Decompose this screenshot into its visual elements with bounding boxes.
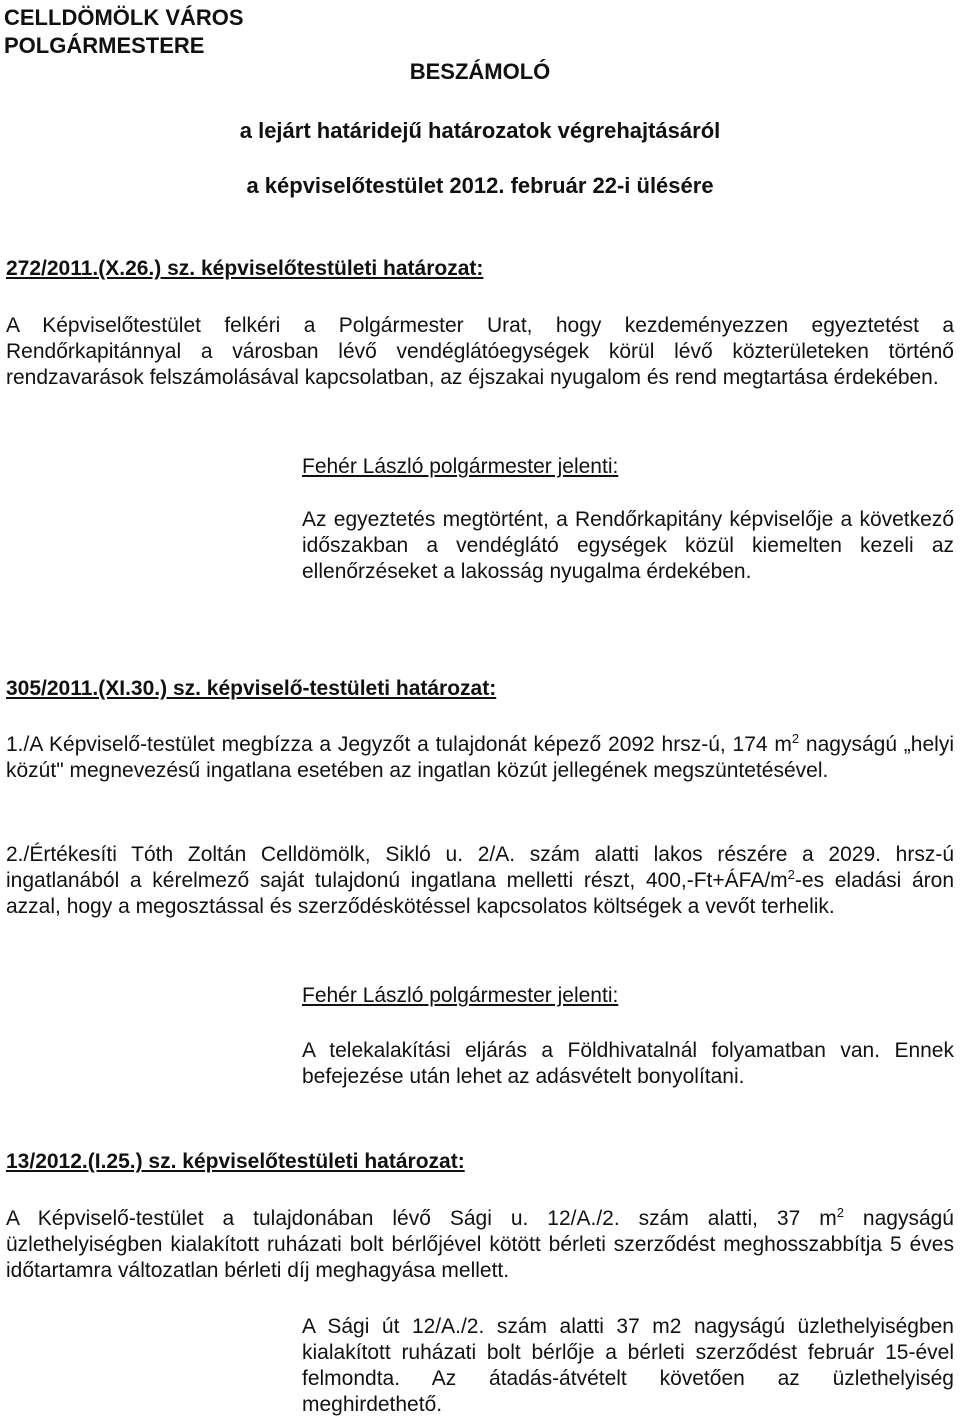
resolution-3-text-b: nagyságú üzlethelyiségben kialakított ruházati bolt bérlőjével kötött bérleti szerződést meghosszabbítja 5 éves időtartamra változatlan bérleti díj meghagyása mellett.	[6, 1207, 954, 1282]
resolution-3-text-a: A Képviselő-testület a tulajdonában lévő Sági u. 12/A./2. szám alatti, 37 m	[6, 1207, 837, 1230]
resolution-2-point-1-a: 1./A Képviselő-testület megbízza a Jegyzőt a tulajdonát képező 2092 hrsz-ú, 174 m	[6, 733, 792, 756]
document-subtitle-1: a lejárt határidejű határozatok végrehajtásáról	[239, 118, 721, 143]
superscript-2: 2	[836, 1205, 844, 1220]
resolution-2-report-title: Fehér László polgármester jelenti:	[302, 984, 619, 1007]
resolution-3-reference: 13/2012.(I.25.) sz. képviselőtestületi határozat:	[6, 1150, 465, 1173]
resolution-3-report: A Sági út 12/A./2. szám alatti 37 m2 nagyságú üzlethelyiségben kialakított ruházati bolt bérlője a bérleti szerződést február 15-ével felmondta. Az átadás-átvételt követően az üzlethelyiség meghirdethető.	[302, 1315, 954, 1416]
document-subtitle-2: a képviselőtestület 2012. február 22-i ülésére	[246, 173, 714, 198]
resolution-1-reference: 272/2011.(X.26.) sz. képviselőtestületi határozat:	[6, 257, 484, 280]
resolution-2-point-2-a: 2./Értékesíti Tóth Zoltán Celldömölk, Sikló u. 2/A. szám alatti lakos részére a 2029. hrsz-ú ingatlanából a kérelmező saját tulajdonú ingatlana melletti részt, 400,-Ft+ÁFA/m	[6, 843, 954, 892]
resolution-1-report: Az egyeztetés megtörtént, a Rendőrkapitány képviselője a következő időszakban a vendéglátó egységek közül kiemelten kezeli az ellenőrzéseket a lakosság nyugalma érdekében.	[302, 508, 954, 583]
resolution-1-text: A Képviselőtestület felkéri a Polgármester Urat, hogy kezdeményezzen egyeztetést a Rendőrkapitánnyal a városban lévő vendéglátóegységek körül lévő közterületeken történő rendzavarások felszámolásával kapcsolatban, az éjszakai nyugalom és rend megtartása érdekében.	[6, 314, 954, 389]
superscript-2: 2	[791, 731, 800, 746]
resolution-2-report: A telekalakítási eljárás a Földhivatalnál folyamatban van. Ennek befejezése után lehet az adásvételt bonyolítani.	[302, 1039, 954, 1088]
issuer-line-city: CELLDÖMÖLK VÁROS	[4, 5, 244, 30]
resolution-2-point-2-b: -es eladási áron azzal, hogy a megosztással és szerződéskötéssel kapcsolatos költségek a vevőt terhelik.	[6, 869, 954, 918]
document-title: BESZÁMOLÓ	[409, 59, 551, 84]
issuer-line-mayor: POLGÁRMESTERE	[4, 33, 205, 58]
resolution-2-point-1	[6, 732, 954, 784]
resolution-2-point-2	[6, 842, 954, 920]
resolution-3-text	[6, 1206, 954, 1284]
resolution-2-reference: 305/2011.(XI.30.) sz. képviselő-testületi határozat:	[6, 677, 497, 700]
resolution-2-point-1-b: nagyságú „helyi közút" megnevezésű ingatlana esetében az ingatlan közút jellegének megszüntetésével.	[6, 733, 954, 782]
issuer-header	[4, 4, 244, 60]
resolution-1-report-title: Fehér László polgármester jelenti:	[302, 455, 619, 478]
superscript-2: 2	[787, 867, 795, 882]
